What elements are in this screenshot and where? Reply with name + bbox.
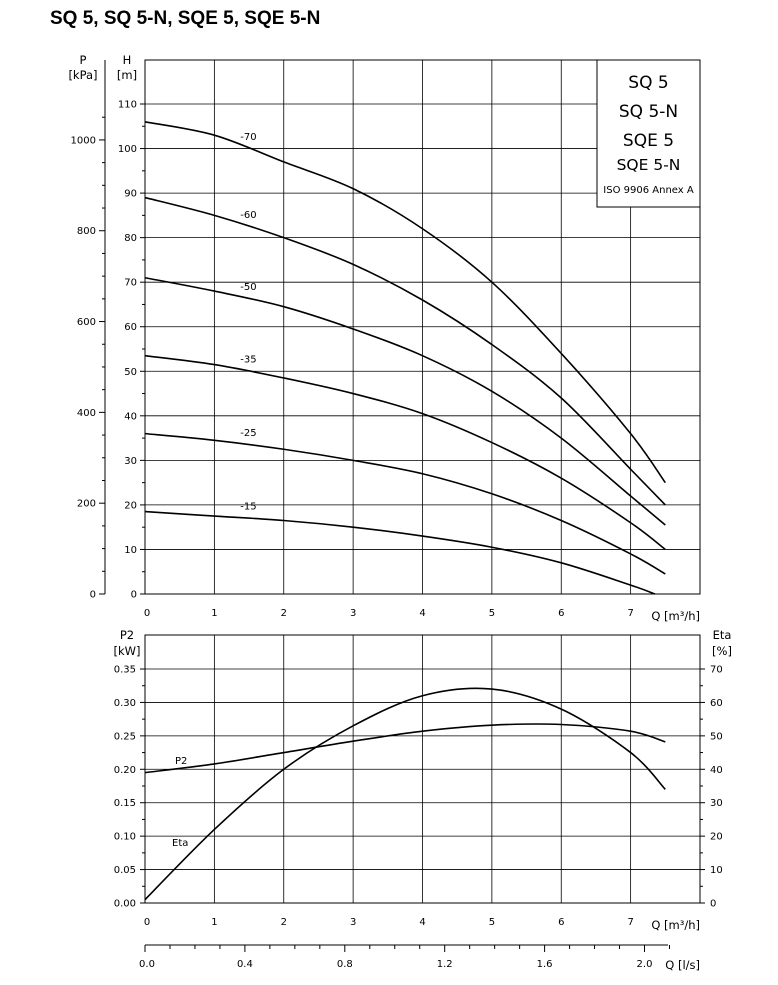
eta-tick-label: 60 <box>710 697 723 709</box>
head-curve-m15 <box>145 512 655 594</box>
h-axis-unit: [m] <box>116 68 138 82</box>
h-tick-label: 10 <box>124 544 137 556</box>
model-name: SQ 5-N <box>618 102 679 122</box>
h-tick-label: 80 <box>124 233 137 245</box>
q-tick-label: 5 <box>488 608 496 619</box>
p2-tick-label: 0.25 <box>113 731 136 743</box>
q-tick-label: 7 <box>627 917 634 928</box>
p2-curve-label: P2 <box>175 756 188 767</box>
ls-tick-label: 2.0 <box>636 959 653 970</box>
h-tick-label: 50 <box>124 366 137 378</box>
eta-tick-label: 70 <box>710 664 723 676</box>
q-tick-label: 6 <box>558 608 565 619</box>
eta-axis-label: Eta <box>712 628 732 642</box>
curve-label: -25 <box>240 427 257 439</box>
p-axis-label: P <box>79 53 87 67</box>
q-tick-label: 2 <box>280 917 287 928</box>
standard-label: ISO 9906 Annex A <box>603 185 694 196</box>
h-tick-label: 70 <box>124 277 137 289</box>
curve-p2 <box>145 724 665 773</box>
eta-tick-label: 50 <box>710 731 723 743</box>
page-title: SQ 5, SQ 5-N, SQE 5, SQE 5-N <box>50 8 321 29</box>
h-tick-label: 60 <box>124 322 137 334</box>
q-tick-label: 0 <box>143 917 151 928</box>
p2-axis-label: P2 <box>119 628 135 642</box>
p-tick-label: 0 <box>89 589 96 601</box>
p-tick-label: 600 <box>76 317 96 329</box>
h-tick-label: 20 <box>124 500 137 512</box>
h-tick-label: 90 <box>124 188 137 200</box>
ls-tick-label: 0.0 <box>139 959 155 970</box>
p2-tick-label: 0.05 <box>113 865 136 877</box>
eta-curve-label: Eta <box>172 838 189 849</box>
p-tick-label: 400 <box>76 407 96 419</box>
h-tick-label: 100 <box>117 144 137 156</box>
p2-tick-label: 0.00 <box>113 898 136 910</box>
head-curves-chart <box>68 53 700 623</box>
curve-eta <box>145 688 665 899</box>
q-tick-label: 4 <box>419 608 426 619</box>
h-tick-label: 110 <box>117 99 137 111</box>
p2-tick-label: 0.15 <box>113 798 136 810</box>
eta-tick-label: 30 <box>710 798 723 810</box>
head-curve-m70 <box>145 122 665 483</box>
q-tick-label: 3 <box>349 608 357 619</box>
model-name: SQE 5-N <box>616 156 681 174</box>
q-tick-label: 5 <box>488 917 496 928</box>
ls-tick-label: 0.8 <box>336 959 353 970</box>
p-axis-unit: [kPa] <box>68 68 98 82</box>
h-tick-label: 30 <box>124 455 137 467</box>
curve-label: -15 <box>240 501 257 513</box>
p2-tick-label: 0.10 <box>113 831 136 843</box>
curve-label: -60 <box>240 209 257 221</box>
eta-tick-label: 40 <box>710 764 723 776</box>
eta-axis-unit: [%] <box>712 644 732 658</box>
q-tick-label: 2 <box>280 608 287 619</box>
curve-label: -50 <box>240 282 257 294</box>
q-tick-label: 3 <box>349 917 357 928</box>
model-name: SQE 5 <box>622 131 675 151</box>
p-tick-label: 200 <box>76 498 96 510</box>
h-axis-label: H <box>122 53 132 67</box>
q-axis-label: Q [m³/h] <box>651 918 700 932</box>
q-tick-label: 7 <box>627 608 634 619</box>
model-name: SQ 5 <box>628 73 669 93</box>
curve-label: -70 <box>240 132 257 144</box>
q-axis-label: Q [m³/h] <box>651 609 700 623</box>
h-tick-label: 0 <box>130 589 137 601</box>
curve-label: -35 <box>240 354 257 366</box>
p-tick-label: 1000 <box>70 135 96 147</box>
p2-tick-label: 0.20 <box>113 764 136 776</box>
q-tick-label: 0 <box>143 608 151 619</box>
q-tick-label: 1 <box>211 917 218 928</box>
eta-tick-label: 0 <box>710 898 717 910</box>
ls-tick-label: 1.6 <box>536 959 553 970</box>
p2-tick-label: 0.35 <box>113 664 136 676</box>
head-curve-m50 <box>145 278 665 525</box>
p-tick-label: 800 <box>76 226 96 238</box>
ls-axis-label: Q [l/s] <box>665 958 700 972</box>
q-tick-label: 6 <box>558 917 565 928</box>
p2-axis-unit: [kW] <box>113 644 141 658</box>
head-curve-m35 <box>145 356 665 550</box>
eta-tick-label: 20 <box>710 831 723 843</box>
ls-tick-label: 0.4 <box>236 959 253 970</box>
q-tick-label: 4 <box>419 917 426 928</box>
ls-tick-label: 1.2 <box>436 959 453 970</box>
h-tick-label: 40 <box>124 411 137 423</box>
power-efficiency-chart <box>113 628 731 932</box>
head-curve-m25 <box>145 434 665 574</box>
p2-tick-label: 0.30 <box>113 697 136 709</box>
q-tick-label: 1 <box>211 608 218 619</box>
eta-tick-label: 10 <box>710 865 723 877</box>
flow-ls-axis <box>139 945 700 972</box>
